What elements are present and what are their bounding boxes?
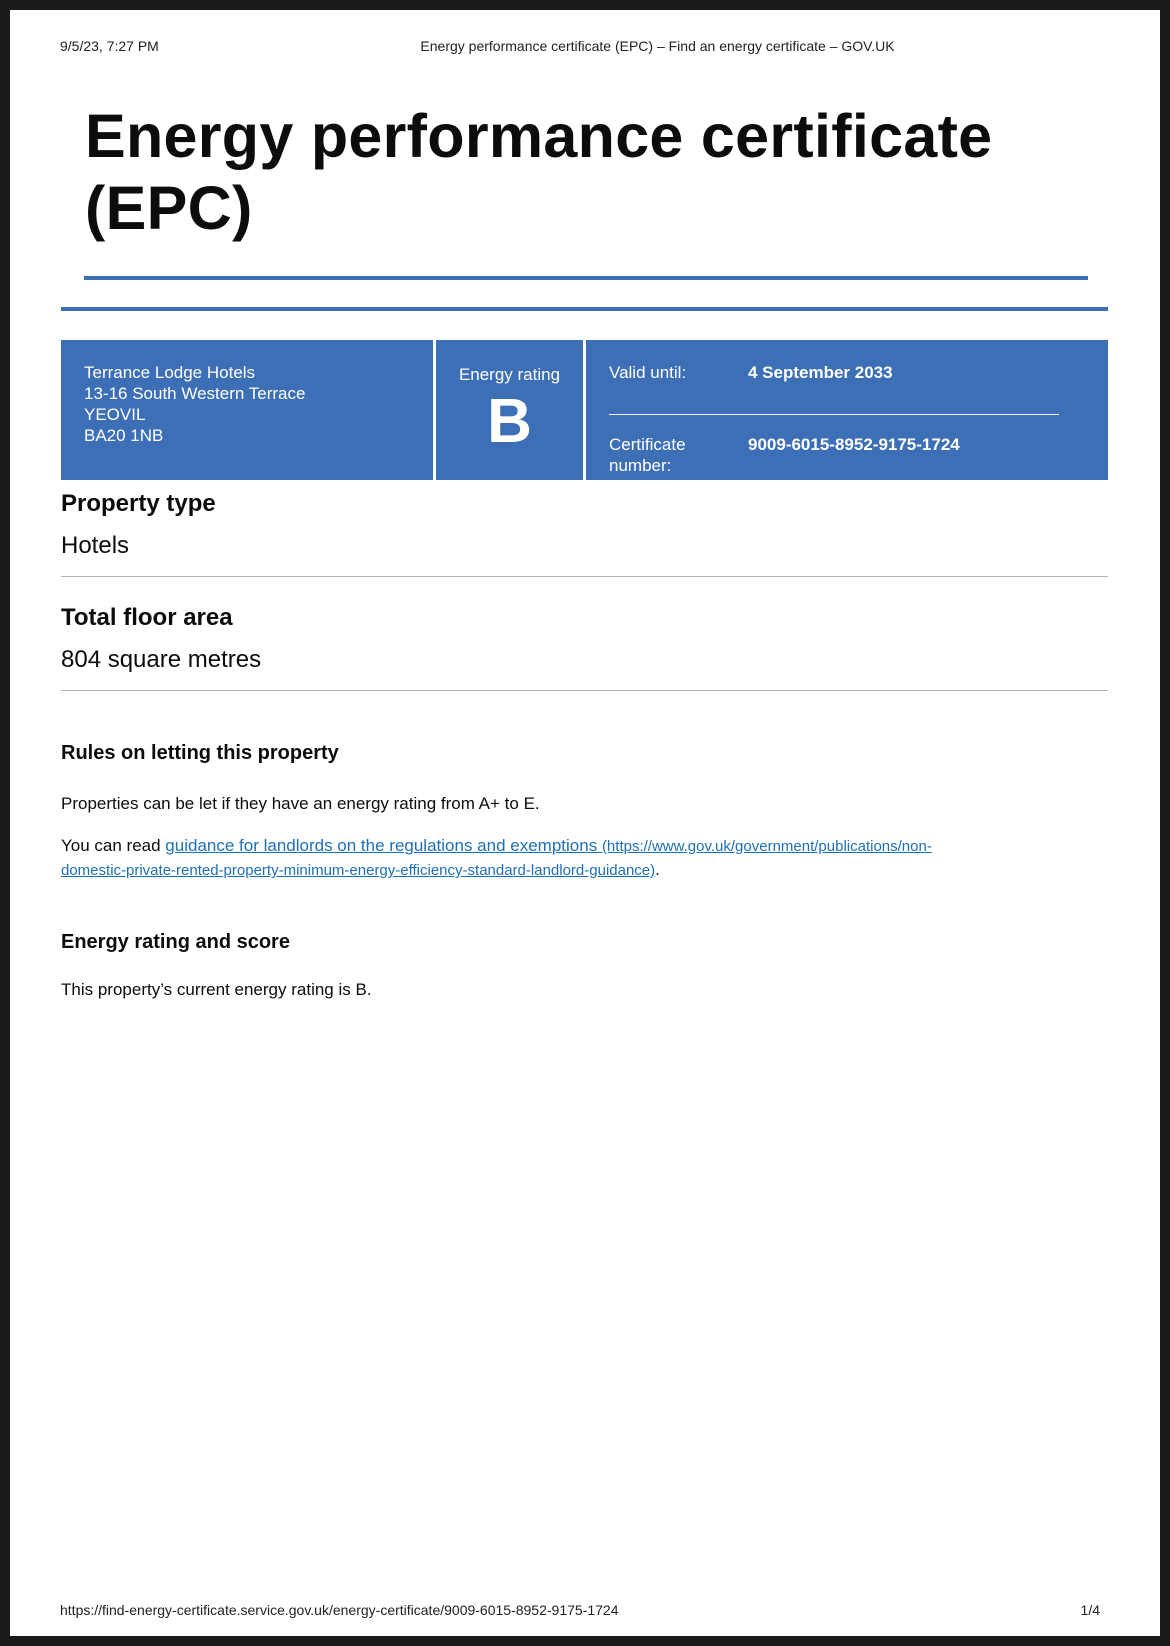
energy-rating-box	[436, 340, 586, 480]
divider	[61, 576, 1108, 577]
address-line: 13-16 South Western Terrace	[84, 384, 306, 403]
floor-area-section	[61, 604, 1108, 674]
print-footer	[60, 1602, 1100, 1618]
rating-score-heading: Energy rating and score	[61, 931, 290, 953]
print-doc-title: Energy performance certificate (EPC) – Find an energy certificate – GOV.UK	[420, 38, 895, 54]
property-type-section	[61, 490, 1108, 560]
guidance-paragraph	[61, 834, 1061, 882]
guidance-link[interactable]	[61, 836, 932, 879]
letting-rules-text: Properties can be let if they have an energy rating from A+ to E.	[61, 794, 540, 813]
meta-divider	[609, 414, 1059, 415]
certificate-number-value: 9009-6015-8952-9175-1724	[748, 435, 960, 454]
guidance-suffix: .	[655, 860, 660, 879]
page-title	[85, 100, 1085, 244]
page-title-line-2: (EPC)	[85, 174, 253, 242]
print-footer-url: https://find-energy-certificate.service.gov.uk/energy-certificate/9009-6015-8952-9175-1724	[60, 1602, 619, 1618]
divider	[61, 690, 1108, 691]
floor-area-value: 804 square metres	[61, 646, 262, 673]
property-address	[61, 340, 436, 480]
rating-score-text: This property’s current energy rating is B.	[61, 980, 372, 999]
address-line: BA20 1NB	[84, 426, 164, 445]
epc-summary-panel	[61, 340, 1108, 480]
letting-rules-heading: Rules on letting this property	[61, 742, 339, 764]
section-divider	[61, 307, 1108, 311]
guidance-link-url-2: domestic-private-rented-property-minimum-energy-efficiency-standard-landlord-guidance)	[61, 862, 656, 879]
address-line: Terrance Lodge Hotels	[84, 363, 256, 382]
property-type-value: Hotels	[61, 532, 130, 559]
guidance-link-url-1: (https://www.gov.uk/government/publications/non-	[601, 838, 932, 855]
certificate-meta	[586, 340, 1108, 480]
print-date: 9/5/23, 7:27 PM	[60, 38, 159, 54]
floor-area-heading: Total floor area	[61, 604, 233, 631]
certificate-page	[10, 10, 1160, 1636]
page-title-line-1: Energy performance certificate	[85, 102, 993, 170]
property-type-heading: Property type	[61, 490, 216, 517]
page-number: 1/4	[1080, 1602, 1100, 1618]
energy-rating-label: Energy rating	[458, 365, 561, 384]
guidance-prefix: You can read	[61, 836, 166, 855]
guidance-link-text: guidance for landlords on the regulations and exemptions	[165, 836, 598, 855]
valid-until-label: Valid until:	[609, 363, 687, 382]
title-underline	[84, 276, 1088, 280]
address-line: YEOVIL	[84, 405, 146, 424]
certificate-number-label: Certificate number:	[609, 435, 686, 475]
valid-until-value: 4 September 2033	[748, 363, 893, 382]
energy-rating-letter: B	[487, 387, 532, 456]
